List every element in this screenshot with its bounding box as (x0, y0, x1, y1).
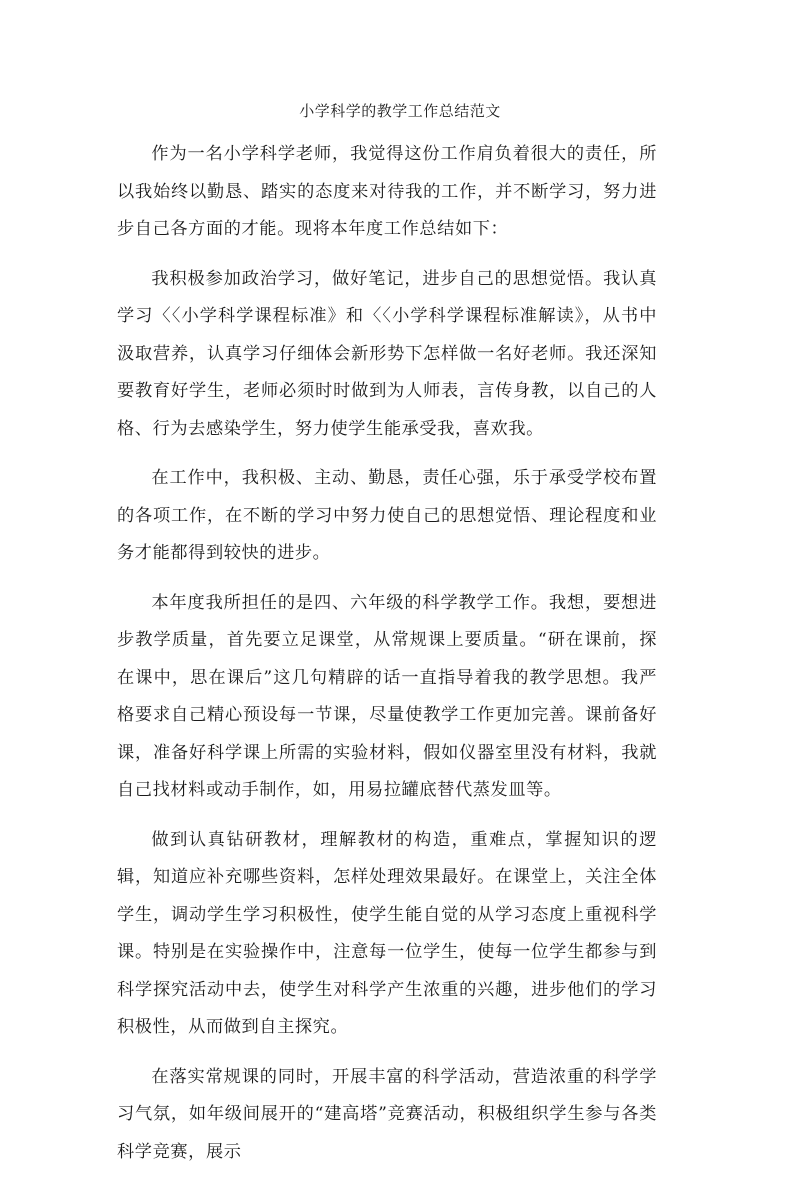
paragraph-work-attitude: 在工作中，我积极、主动、勤恳，责任心强，乐于承受学校布置的各项工作，在不断的学习中努力使自己的思想觉悟、理论程度和业务才能都得到较快的进步。 (117, 468, 657, 563)
paragraph-science-activities: 在落实常规课的同时，开展丰富的科学活动，营造浓重的科学学习气氛，如年级间展开的“建高塔”竞赛活动，积极组织学生参与各类科学竞赛，展示 (117, 1066, 657, 1162)
paragraph-textbook-study: 做到认真钻研教材，理解教材的构造，重难点，掌握知识的逻辑，知道应补充哪些资料，怎样处理效果最好。在课堂上，关注全体学生，调动学生学习积极性，使学生能自觉的从学习态度上重视科学课。特别是在实验操作中，注意每一位学生，使每一位学生都参与到科学探究活动中去，使学生对科学产生浓重的兴趣，进步他们的学习积极性，从而做到自主探究。 (117, 829, 657, 1037)
document-body (117, 136, 657, 1183)
paragraph-intro: 作为一名小学科学老师，我觉得这份工作肩负着很大的责任，所以我始终以勤恳、踏实的态度来对待我的工作，并不断学习，努力进步自己各方面的才能。现将本年度工作总结如下： (117, 144, 657, 239)
paragraph-teaching-duties: 本年度我所担任的是四、六年级的科学教学工作。我想，要想进步教学质量，首先要立足课堂，从常规课上要质量。“研在课前，探在课中，思在课后”这几句精辟的话一直指导着我的教学思想。我严格要求自己精心预设每一节课，尽量使教学工作更加完善。课前备好课，准备好科学课上所需的实验材料，假如仪器室里没有材料，我就自己找材料或动手制作，如，用易拉罐底替代蒸发皿等。 (117, 592, 657, 800)
document-title: 小学科学的教学工作总结范文 (299, 102, 501, 120)
paragraph-political-study: 我积极参加政治学习，做好笔记，进步自己的思想觉悟。我认真学习〈〈小学科学课程标准》和〈〈小学科学课程标准解读》，从书中汲取营养，认真学习仔细体会新形势下怎样做一名好老师。我还深知要教育好学生，老师必须时时做到为人师表，言传身教，以自己的人格、行为去感染学生，努力使学生能承受我，喜欢我。 (117, 268, 657, 439)
